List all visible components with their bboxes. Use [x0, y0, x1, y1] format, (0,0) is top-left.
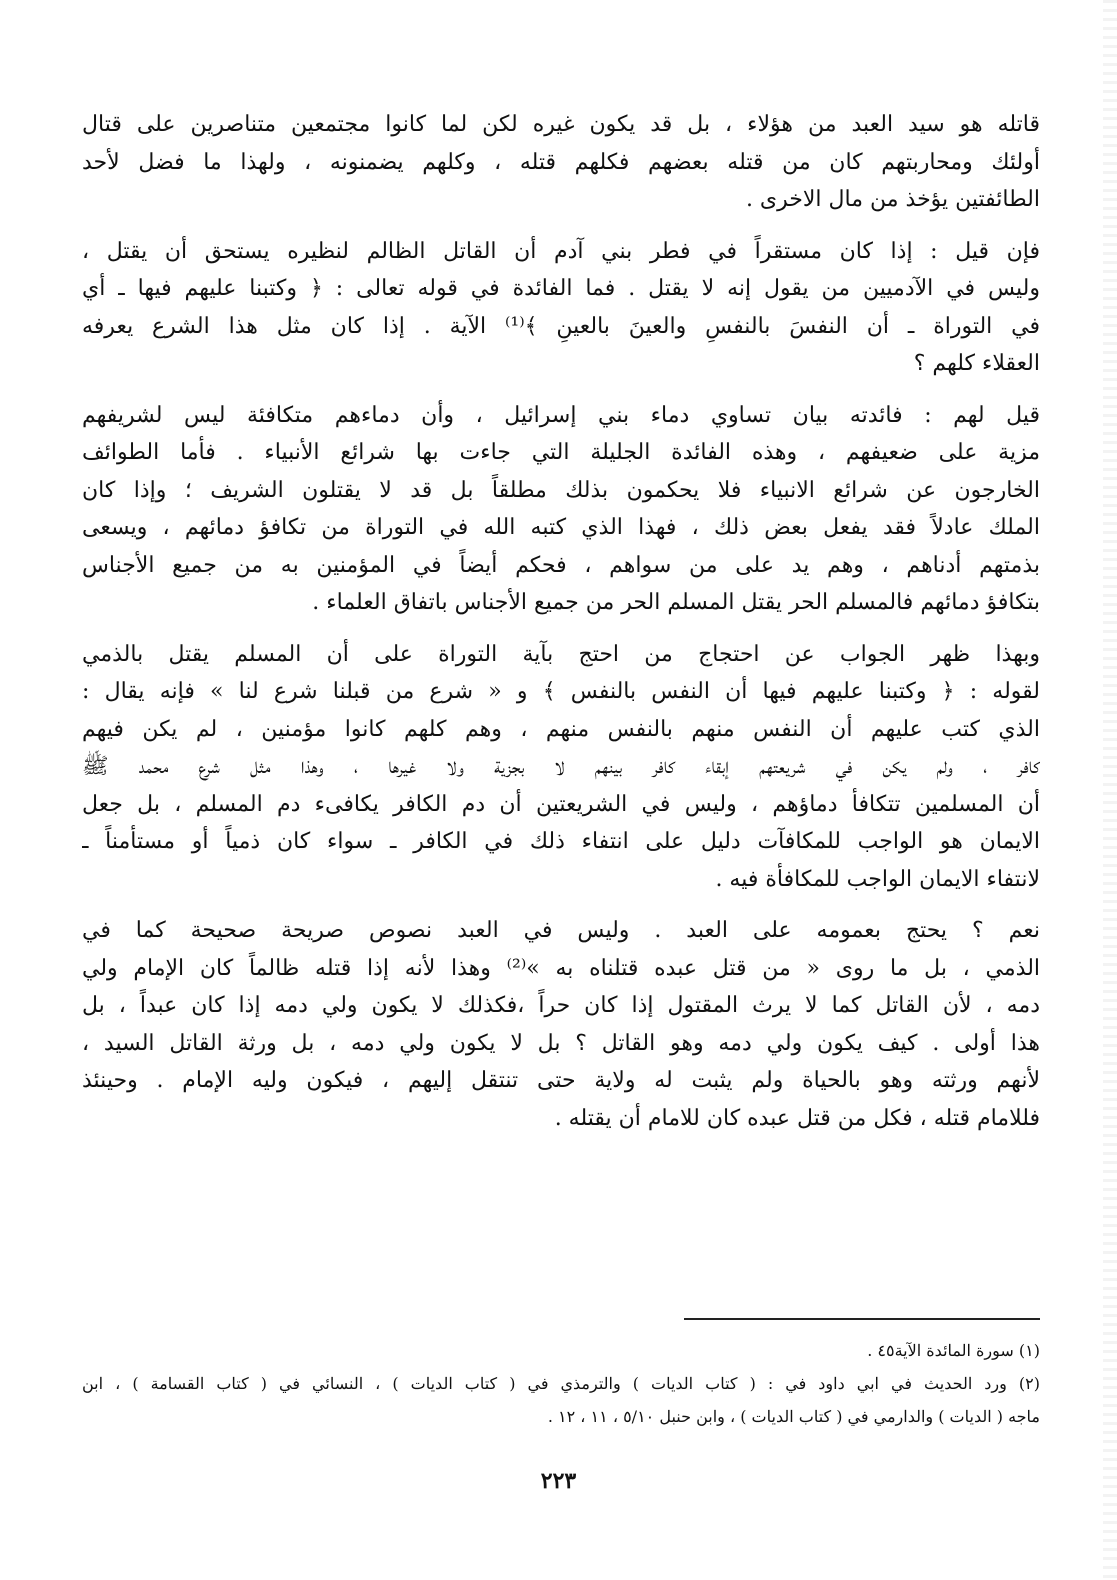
text-line: وبهذا ظهر الجواب عن احتجاج من احتج بآية التوراة على أن المسلم يقتل بالذمي [82, 641, 1040, 667]
text-line: الملك عادلاً فقد يفعل بعض ذلك ، فهذا الذي كتبه الله في التوراة من تكافؤ دمائهم ، ويسعى [82, 515, 1040, 540]
paragraph-4 [82, 636, 1040, 899]
page-number: ٢٢٣ [540, 1468, 577, 1494]
footnote-1 [82, 1334, 1040, 1367]
footnote-divider [684, 1318, 1040, 1320]
text-line: قاتله هو سيد العبد من هؤلاء ، بل قد يكون غيره لكن لما كانوا مجتمعين متناصرين على قتال [82, 112, 1040, 137]
paragraph-3 [82, 397, 1040, 622]
text-line: قيل لهم : فائدته بيان تساوي دماء بني إسرائيل ، وأن دماءهم متكافئة ليس لشريفهم [82, 402, 1040, 428]
text-line: الايمان هو الواجب للمكافآت دليل على انتفاء ذلك في الكافر ـ سواء كان ذمياً أو مستأمناً ـ [82, 829, 1040, 854]
text-line: فللامام قتله ، فكل من قتل عبده كان للامام أن يقتله . [554, 1105, 1040, 1131]
paragraph-1 [82, 106, 1040, 219]
text-line: أولئك ومحاربتهم كان من قتله بعضهم فكلهم قتله ، وكلهم يضمنونه ، ولهذا ما فضل لأحد [82, 149, 1040, 175]
text-line: أن المسلمين تتكافأ دماؤهم ، وليس في الشريعتين أن دم الكافر يكافىء دم المسلم ، بل جعل [82, 791, 1040, 817]
text-line: دمه ، لأن القاتل كما لا يرث المقتول إذا كان حراً ،فكذلك لا يكون ولي دمه إذا كان عبداً ، بل [82, 993, 1040, 1018]
footnote-line: (٢) ورد الحديث في ابي داود في : ( كتاب الديات ) والترمذي في ( كتاب الديات ) ، النسائي في ( كتاب القسامة ) ، ابن [82, 1374, 1040, 1393]
text-line: لقوله : ﴿ وكتبنا عليهم فيها أن النفس بالنفس ﴾ و « شرع من قبلنا شرع لنا » فإنه يقال : [82, 679, 1040, 704]
text-line: لأنهم ورثته وهو بالحياة ولم يثبت له ولاية حتى تنتقل إليهم ، فيكون وليه الإمام . وحينئذ [82, 1068, 1040, 1093]
footnote-line: ماجه ( الديات ) والدارمي في ( كتاب الديات ) ، وابن حنبل ٥/١٠ ، ١١ ، ١٢ . [547, 1407, 1040, 1426]
paragraph-2 [82, 233, 1040, 383]
main-text [82, 106, 1040, 1151]
text-line: الطائفتين يؤخذ من مال الاخرى . [745, 187, 1040, 212]
text-line: في التوراة ـ أن النفسَ بالنفسِ والعينَ بالعينِ ﴾⁽¹⁾ الآية . إذا كان مثل هذا الشرع يعرفه [82, 313, 1040, 339]
text-line: الذي كتب عليهم أن النفس منهم بالنفس منهم ، وهم كلهم كانوا مؤمنين ، لم يكن فيهم [82, 716, 1040, 742]
text-line: الذمي ، بل ما روى « من قتل عبده قتلناه به »⁽²⁾ وهذا لأنه إذا قتله ظالماً كان الإمام ولي [82, 955, 1040, 981]
text-line: نعم ؟ يحتج بعمومه على العبد . وليس في العبد نصوص صريحة صحيحة كما في [82, 918, 1040, 943]
text-line: مزية على ضعيفهم ، وهذه الفائدة الجليلة التي جاءت بها شرائع الأنبياء . فأما الطوائف [82, 440, 1040, 465]
text-line: لانتفاء الايمان الواجب للمكافأة فيه . [715, 866, 1040, 892]
scan-edge [1103, 0, 1117, 1580]
paragraph-5 [82, 912, 1040, 1137]
text-line: كافر ، ولم يكن في شريعتهم إبقاء كافر بينهم لا بجزية ولا غيرها ، وهذا مثل شرع محمد ﷺ [82, 754, 1040, 779]
text-line: فإن قيل : إذا كان مستقراً في فطر بني آدم أن القاتل الظالم لنظيره يستحق أن يقتل ، [82, 238, 1040, 264]
footnote-2 [82, 1367, 1040, 1433]
text-line: العقلاء كلهم ؟ [913, 351, 1040, 376]
text-line: وليس في الآدميين من يقول إنه لا يقتل . فما الفائدة في قوله تعالى : ﴿ وكتبنا عليهم فيها ـ أي [82, 276, 1040, 301]
text-line: بذمتهم أدناهم ، وهم يد على من سواهم ، فحكم أيضاً في المؤمنين به من جميع الأجناس [82, 552, 1040, 578]
text-line: بتكافؤ دمائهم فالمسلم الحر يقتل المسلم الحر من جميع الأجناس باتفاق العلماء . [312, 590, 1040, 615]
footnotes [82, 1334, 1040, 1433]
text-line: الخارجون عن شرائع الانبياء فلا يحكمون بذلك مطلقاً بل قد لا يقتلون الشريف ؛ وإذا كان [82, 477, 1040, 503]
text-line: هذا أولى . كيف يكون ولي دمه وهو القاتل ؟ بل لا يكون ولي دمه ، بل ورثة القاتل السيد ، [82, 1030, 1040, 1056]
footnote-line: (١) سورة المائدة الآية٤٥ . [867, 1341, 1040, 1360]
